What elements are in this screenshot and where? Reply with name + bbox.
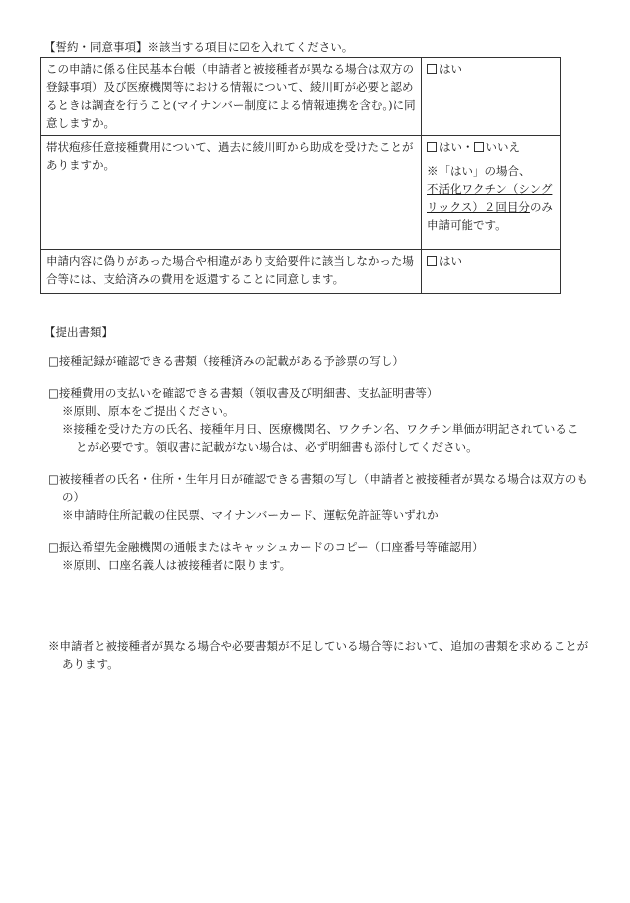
document-text: □振込希望先金融機関の通帳またはキャッシュカードのコピー（口座番号等確認用） [48, 540, 484, 554]
pledge-question: この申請に係る住民基本台帳（申請者と被接種者が異なる場合は双方の登録事項）及び医療機関等における情報について、綾川町が必要と認めるときは調査を行うこと(マイナンバー制度による情報連携を含む。)に同意しますか。 [41, 58, 422, 136]
pledge-row-refund [41, 250, 561, 294]
document-item [48, 538, 588, 574]
document-text: □接種費用の支払いを確認できる書類（領収書及び明細書、支払証明書等） [48, 386, 439, 400]
documents-list [48, 352, 588, 588]
answer-separator: ・ [462, 140, 474, 154]
note-underlined: 不活化ワクチン（シングリックス）２回目分 [427, 182, 553, 214]
document-item [48, 470, 588, 524]
answer-label-no: いいえ [485, 140, 520, 154]
document-item [48, 384, 588, 456]
second-dose-note [427, 162, 555, 234]
answer-label-yes: はい [439, 254, 462, 268]
footnote: ※申請者と被接種者が異なる場合や必要書類が不足している場合等において、追加の書類を求めることがあります。 [48, 639, 589, 671]
answer-label-yes: はい [439, 62, 462, 76]
pledge-question: 帯状疱疹任意接種費用について、過去に綾川町から助成を受けたことがありますか。 [41, 136, 422, 250]
document-note: ※申請時住所記載の住民票、マイナンバーカード、運転免許証等いずれか [62, 508, 439, 522]
pledge-answer-cell [422, 250, 561, 294]
note-suffix: のみ申請可能です。 [427, 200, 553, 232]
document-item [48, 352, 588, 370]
answer-label-yes: はい [439, 140, 462, 154]
yes-no-choice [427, 138, 555, 156]
document-note: ※接種を受けた方の氏名、接種年月日、医療機関名、ワクチン名、ワクチン単価が明記されていることが必要です。領収書に記載がない場合は、必ず明細書も添付してください。 [62, 422, 579, 454]
pledge-question: 申請内容に偽りがあった場合や相違があり支給要件に該当しなかった場合等には、支給済みの費用を返還することに同意します。 [41, 250, 422, 294]
document-note: ※原則、原本をご提出ください。 [62, 404, 235, 418]
document-text: □接種記録が確認できる書類（接種済みの記載がある予診票の写し） [48, 354, 404, 368]
checkbox-past-subsidy-no[interactable] [474, 142, 484, 152]
checkbox-past-subsidy-yes[interactable] [427, 142, 437, 152]
documents-heading: 【提出書類】 [44, 325, 113, 339]
checkbox-refund-yes[interactable] [427, 256, 437, 266]
pledge-table [40, 57, 561, 294]
pledge-row-past-subsidy [41, 136, 561, 250]
document-text: □被接種者の氏名・住所・生年月日が確認できる書類の写し（申請者と被接種者が異なる場合は双方のもの） [48, 472, 588, 504]
pledge-heading: 【誓約・同意事項】※該当する項目に☑を入れてください。 [44, 40, 354, 54]
pledge-row-consent [41, 58, 561, 136]
document-note: ※原則、口座名義人は被接種者に限ります。 [62, 558, 292, 572]
note-prefix: ※「はい」の場合、 [427, 164, 531, 178]
checkbox-consent-yes[interactable] [427, 64, 437, 74]
pledge-answer-cell [422, 58, 561, 136]
pledge-answer-cell [422, 136, 561, 250]
